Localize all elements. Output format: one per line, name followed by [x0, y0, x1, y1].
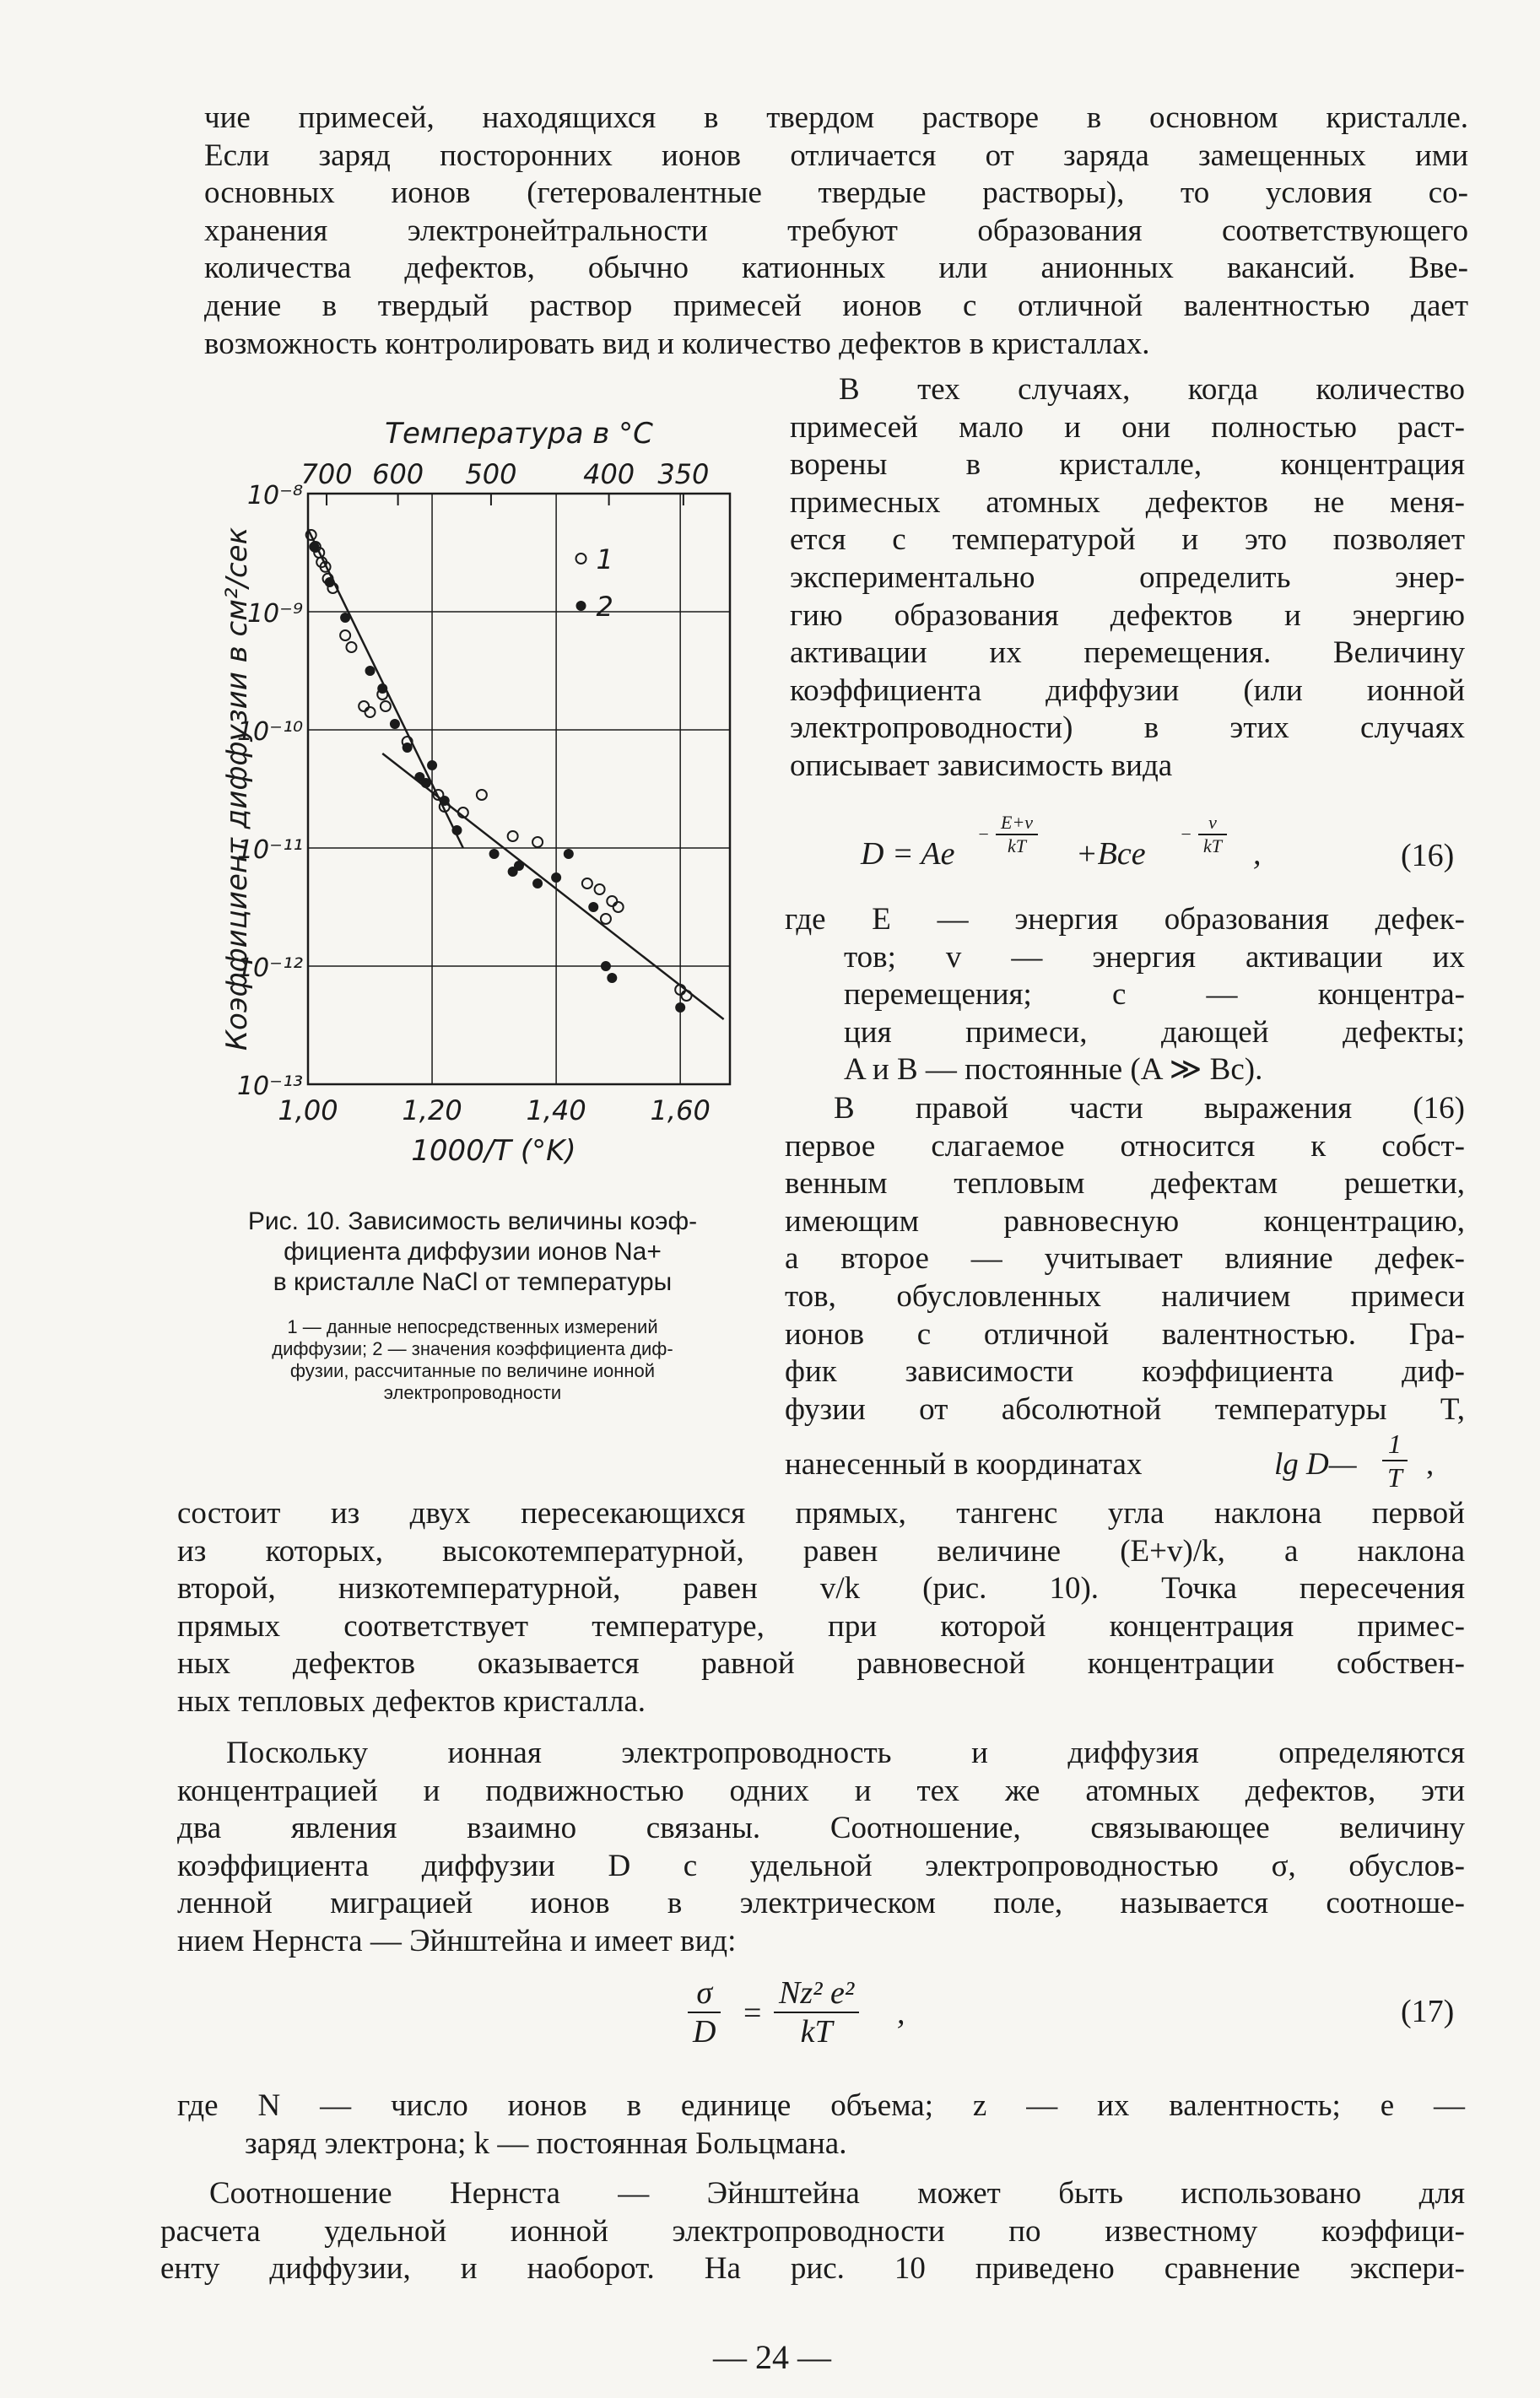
coords-fraction — [1382, 1428, 1408, 1493]
data-point-series-2 — [676, 1003, 684, 1012]
eq17-rhs-den: kT — [800, 2014, 833, 2050]
right-column-paragraph-2 — [785, 1090, 1465, 1429]
text-line: ленной миграцией ионов в электрическом поле, называется соотноше- — [177, 1886, 1465, 1921]
coords-text: нанесенный в координатах — [785, 1447, 1143, 1482]
y-tick-label: 10⁻¹³ — [236, 1072, 303, 1101]
data-point-series-1 — [613, 902, 624, 912]
eq17-rhs — [774, 1974, 859, 2050]
legend-label: 1 — [596, 543, 613, 575]
coordinates-line — [785, 1429, 1465, 1502]
top-tick-label: 400 — [583, 458, 635, 490]
text-line: состоит из двух пересекающихся прямых, тангенс угла наклона первой — [177, 1496, 1465, 1531]
text-line: гию образования дефектов и энергию — [790, 597, 1465, 633]
text-line: венным тепловым дефектам решетки, — [785, 1166, 1465, 1202]
data-point-series-2 — [608, 974, 616, 982]
note-line: 1 — данные непосредственных измерений — [287, 1316, 658, 1337]
data-point-series-2 — [403, 743, 412, 752]
text-line: Если заряд посторонних ионов отличается от заряда замещенных ими — [204, 138, 1468, 173]
y-tick-label: 10⁻¹⁰ — [236, 717, 303, 747]
note-line: диффузии; 2 — значения коэффициента диф- — [272, 1338, 673, 1359]
paragraph-nernst-einstein — [177, 1735, 1465, 1961]
data-point-series-2 — [341, 613, 349, 622]
eq17-lhs-den: D — [693, 2014, 716, 2050]
eq17-eq: = — [743, 1996, 762, 2031]
eq17-tail: , — [897, 1996, 905, 2031]
data-point-series-1 — [508, 831, 518, 841]
top-tick-label: 700 — [300, 458, 353, 490]
text-line: концентрацией и подвижностью одних и тех же атомных дефектов, эти — [177, 1773, 1465, 1808]
data-point-series-1 — [346, 642, 356, 652]
data-point-series-2 — [602, 962, 610, 970]
coords-tail: , — [1426, 1447, 1435, 1482]
text-line: активации их перемещения. Величину — [790, 635, 1465, 671]
eq17-rhs-num: Nz² e² — [774, 1974, 859, 2013]
data-point-series-2 — [565, 850, 573, 858]
text-line: экспериментально определить энер- — [790, 559, 1465, 595]
text-line: В тех случаях, когда количество — [839, 372, 1465, 407]
text-line: ных тепловых дефектов кристалла. — [177, 1683, 646, 1719]
y-tick-label: 10⁻¹¹ — [236, 835, 303, 865]
top-tick-label: 600 — [372, 458, 424, 490]
top-tick-label: 350 — [657, 458, 710, 490]
coords-num: 1 — [1382, 1428, 1408, 1461]
data-point-series-2 — [326, 578, 334, 586]
text-line: тов; v — энергия активации их — [844, 939, 1465, 975]
text-line: коэффициента диффузии (или ионной — [790, 672, 1465, 708]
eq16-tail: , — [1253, 836, 1262, 872]
caption-line: в кристалле NaCl от температуры — [273, 1268, 673, 1296]
top-axis-label: Температура в °С — [385, 417, 653, 451]
data-point-series-1 — [340, 630, 350, 640]
y-tick-label: 10⁻¹² — [236, 953, 303, 983]
text-line: где N — число ионов в единице объема; z — их валентность; e — — [177, 2088, 1465, 2123]
equation-17-number: (17) — [1401, 1994, 1455, 2029]
eq16-exp1-den: kT — [1008, 835, 1027, 856]
caption-line: Рис. 10. Зависимость величины коэф- — [247, 1207, 698, 1235]
text-line: имеющим равновесную концентрацию, — [785, 1203, 1465, 1239]
text-line: второй, низкотемпературной, равен v/k (рис. 10). Точка пересечения — [177, 1571, 1465, 1607]
text-line: ция примеси, дающей дефекты; — [844, 1014, 1465, 1050]
coords-lg: lg D— — [1274, 1447, 1357, 1482]
eq16-exp2-den: kT — [1203, 835, 1222, 856]
eq16-exp2: − $\frac{v}{kT}$ — [1198, 812, 1227, 857]
figure-10 — [203, 384, 759, 1194]
text-line: хранения электронейтральности требуют образования соответствующего — [204, 213, 1468, 248]
eq16-exp1: − $\frac{E+v}{kT}$ — [996, 812, 1038, 857]
eq17-lhs — [688, 1974, 721, 2050]
legend-label: 2 — [596, 591, 613, 623]
top-paragraph — [204, 100, 1468, 363]
data-point-series-2 — [366, 667, 375, 675]
paragraph-intersecting-lines — [177, 1495, 1465, 1721]
data-point-series-2 — [440, 797, 449, 805]
text-line: прямых соответствует температуре, при которой концентрация примес- — [177, 1608, 1465, 1644]
data-point-series-1 — [381, 701, 391, 711]
text-line: енту диффузии, и наоборот. На рис. 10 приведено сравнение экспери- — [160, 2251, 1465, 2287]
text-line: коэффициента диффузии D с удельной электропроводностью σ, обуслов- — [177, 1848, 1465, 1883]
data-point-series-1 — [359, 701, 369, 711]
text-line: ворены в кристалле, концентрация — [790, 447, 1465, 483]
text-line: количества дефектов, обычно катионных или анионных вакансий. Вве- — [204, 251, 1468, 286]
plot-frame — [308, 494, 730, 1084]
text-line: фик зависимости коэффициента диф- — [785, 1354, 1465, 1390]
text-line: перемещения; c — концентра- — [844, 977, 1465, 1013]
text-line: нием Нернста — Эйнштейна и имеет вид: — [177, 1923, 737, 1958]
note-line: фузии, рассчитанные по величине ионной — [289, 1360, 656, 1381]
right-column-paragraph-1 — [790, 371, 1465, 786]
x-tick-label: 1,60 — [650, 1094, 711, 1126]
x-tick-label: 1,00 — [278, 1094, 338, 1126]
text-line: а второе — учитывает влияние дефек- — [785, 1241, 1465, 1277]
data-point-series-1 — [601, 914, 611, 924]
text-line: Поскольку ионная электропроводность и диффузия определяются — [226, 1736, 1465, 1770]
data-point-series-2 — [589, 903, 597, 911]
final-paragraph — [160, 2175, 1465, 2288]
caption-line: фициента диффузии ионов Na+ — [284, 1238, 662, 1266]
equation-17 — [688, 1974, 975, 2059]
data-point-series-1 — [532, 837, 543, 847]
data-point-series-1 — [607, 896, 617, 906]
data-point-series-2 — [533, 879, 542, 888]
data-point-series-1 — [582, 878, 592, 888]
equation-16-number: (16) — [1401, 838, 1455, 873]
legend-marker-open — [576, 554, 586, 564]
eq17-lhs-num: σ — [688, 1974, 721, 2013]
text-line: где E — энергия образования дефек- — [785, 902, 1465, 937]
text-line: A и B — постоянные (A ≫ Bc). — [844, 1052, 1263, 1088]
text-line: возможность контролировать вид и количество дефектов в кристаллах. — [204, 326, 1150, 361]
eq16-exp2-num: v — [1198, 812, 1227, 835]
data-point-series-2 — [391, 720, 399, 728]
equation-16-definitions — [785, 901, 1465, 1089]
top-tick-label: 500 — [465, 458, 517, 490]
text-line: чие примесей, находящихся в твердом растворе в основном кристалле. — [204, 100, 1468, 135]
y-tick-label: 10⁻⁹ — [246, 599, 303, 629]
text-line: ется с температурой и это позволяет — [790, 522, 1465, 558]
text-line: Соотношение Нернста — Эйнштейна может быть использовано для — [209, 2176, 1465, 2211]
data-point-series-2 — [490, 850, 499, 858]
figure-note — [211, 1316, 734, 1404]
x-tick-label: 1,40 — [526, 1094, 586, 1126]
text-line: электропроводности) в этих случаях — [790, 710, 1465, 746]
text-line: из которых, высокотемпературной, равен величине (E+v)/k, а наклона — [177, 1533, 1465, 1569]
text-line: ных дефектов оказывается равной равновесной концентрации собствен- — [177, 1646, 1465, 1682]
diffusion-chart — [203, 384, 759, 1194]
eq16-exp1-num: E+v — [996, 812, 1038, 835]
eq16-lhs: D = Ae — [861, 836, 955, 872]
text-line: примесей мало и они полностью раст- — [790, 409, 1465, 445]
text-line: основных ионов (гетеровалентные твердые растворы), то условия со- — [204, 176, 1468, 211]
data-point-series-1 — [365, 707, 376, 717]
text-line: расчета удельной ионной электропроводности по известному коэффици- — [160, 2213, 1465, 2249]
text-line: первое слагаемое относится к собст- — [785, 1128, 1465, 1164]
note-line: электропроводности — [383, 1382, 562, 1403]
equation-16 — [861, 812, 1300, 884]
y-tick-label: 10⁻⁸ — [246, 481, 303, 510]
data-point-series-1 — [682, 991, 692, 1001]
data-point-series-1 — [595, 884, 605, 894]
data-point-series-2 — [452, 826, 461, 834]
data-point-series-2 — [428, 761, 436, 770]
data-point-series-1 — [477, 790, 487, 800]
data-point-series-2 — [378, 684, 386, 693]
eq16-mid: +Bce — [1076, 836, 1146, 872]
text-line: примесных атомных дефектов не меня- — [790, 484, 1465, 520]
text-line: дение в твердый раствор примесей ионов с отличной валентностью дает — [204, 288, 1468, 323]
text-line: описывает зависимость вида — [790, 748, 1173, 783]
text-line: два явления взаимно связаны. Соотношение, связывающее величину — [177, 1811, 1465, 1846]
text-line: фузии от абсолютной температуры T, — [785, 1391, 1465, 1427]
data-point-series-2 — [515, 861, 523, 870]
text-line: В правой части выражения (16) — [834, 1091, 1465, 1126]
coords-den: T — [1387, 1462, 1402, 1493]
page-number: — 24 — — [713, 2338, 831, 2376]
data-point-series-2 — [552, 873, 560, 882]
data-point-series-2 — [422, 779, 430, 787]
x-tick-label: 1,20 — [402, 1094, 462, 1126]
y-axis-label: Коэффициент диффузии в см²/сек — [220, 527, 254, 1051]
text-line: заряд электрона; k — постоянная Больцмана. — [245, 2125, 847, 2161]
data-point-series-2 — [310, 543, 318, 551]
legend-marker-filled — [577, 602, 586, 610]
text-line: тов, обусловленных наличием примеси — [785, 1278, 1465, 1314]
figure-caption — [211, 1207, 734, 1298]
text-line: ионов с отличной валентностью. Гра- — [785, 1316, 1465, 1352]
x-axis-label: 1000/T (°K) — [411, 1134, 576, 1168]
equation-17-definitions — [177, 2087, 1465, 2163]
